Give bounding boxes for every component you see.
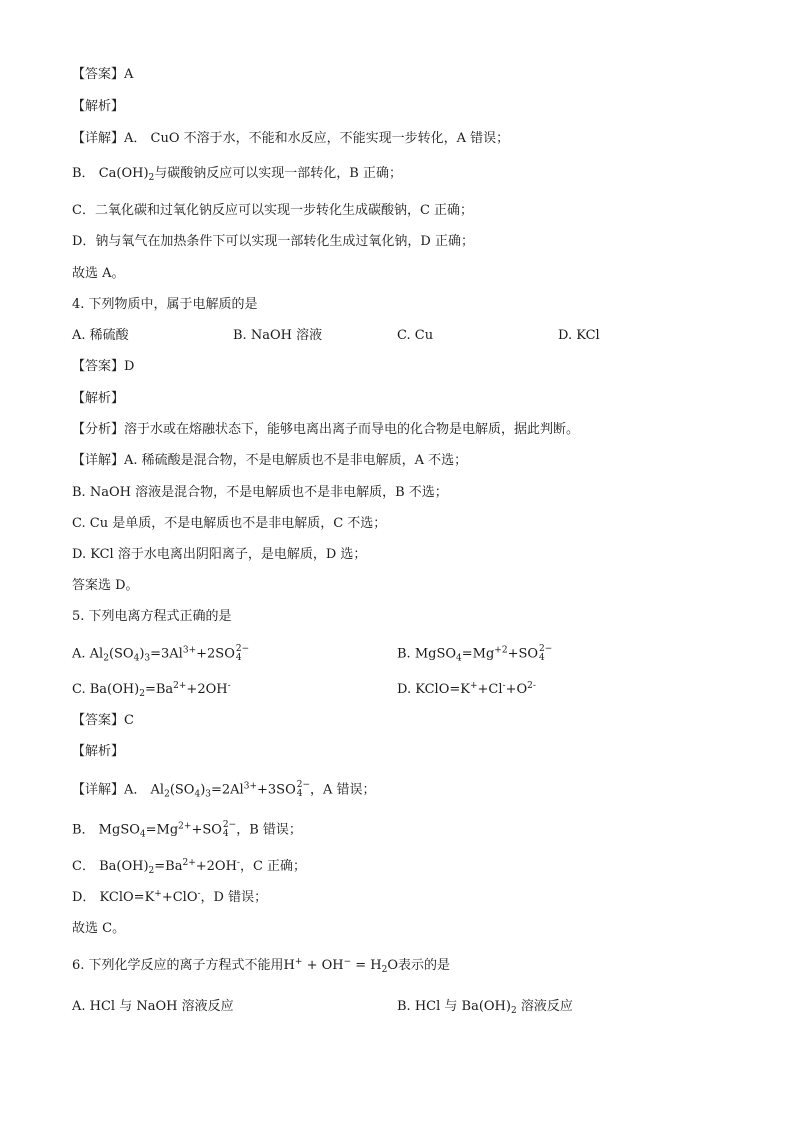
- q5-a-charge: 2−: [235, 644, 250, 654]
- q5-d-p3: 2-: [527, 681, 536, 691]
- q5-d2-t2: =Mg: [145, 822, 179, 838]
- q3-analysis-heading: 【解析】: [72, 99, 125, 114]
- q6-hp: +: [294, 957, 303, 967]
- q5-a-t4: =3Al: [150, 646, 183, 662]
- q5-d2-t1: B． MgSO: [72, 822, 140, 838]
- q4-option-a: A. 稀硫酸: [72, 328, 129, 343]
- q5-d1-charge: 2−: [296, 780, 311, 790]
- q5-option-c: [72, 681, 231, 699]
- q5-detail-a: [72, 781, 376, 800]
- q5-b-p1: +2: [494, 645, 508, 656]
- q5-d1-t2: (SO: [169, 782, 195, 798]
- q5-a-s1: 2: [103, 653, 109, 664]
- q5-d3-p2: -: [236, 858, 240, 868]
- q6-o: O: [387, 958, 399, 973]
- q5-a-s2: 4: [133, 653, 140, 664]
- q5-d4-t1: D． KClO=K: [72, 890, 155, 905]
- q5-d1-ion: [297, 781, 310, 799]
- q4-option-c: C. Cu: [397, 328, 434, 343]
- q5-d1-t6: ，A 错误；: [310, 782, 376, 798]
- q6-eq: = H: [351, 958, 382, 973]
- q6-b-t2: 溶液反应: [516, 999, 573, 1014]
- q5-detail-b: [72, 821, 302, 840]
- q3-conclusion: 故选 A。: [72, 266, 125, 281]
- q5-d2-t4: ，B 错误；: [236, 822, 302, 838]
- q4-detail-a: 【详解】A. 稀硫酸是混合物，不是电解质也不是非电解质，A 不选；: [72, 453, 468, 468]
- q3-answer: 【答案】A: [72, 67, 134, 82]
- q3-detail-b-prefix: B．: [72, 166, 99, 181]
- q5-d3-s1: 2: [148, 866, 155, 876]
- q6-b-sub: 2: [510, 1006, 517, 1016]
- q5-d3-p1: 2+: [182, 858, 196, 868]
- q6-option-b: [397, 998, 573, 1016]
- q5-a-ion: [236, 645, 249, 663]
- q3-detail-b-sub: 2: [148, 173, 155, 183]
- q3-detail-a: 【详解】A． CuO 不溶于水，不能和水反应，不能实现一步转化，A 错误；: [72, 131, 510, 146]
- q4-answer: 【答案】D: [72, 359, 135, 374]
- q5-d1-t1: 【详解】A． Al: [72, 782, 165, 798]
- q5-a-t3: ): [139, 646, 145, 662]
- q5-d4-t2: +ClO: [161, 890, 198, 905]
- q5-b-t2: =Mg: [461, 646, 495, 662]
- q5-a-t5: +2SO: [196, 646, 235, 662]
- q5-d3-t3: +2OH: [195, 859, 237, 874]
- q5-c-t3: +2OH: [186, 682, 228, 697]
- q5-d-t2: +Cl: [477, 682, 503, 697]
- q5-d1-t5: +3SO: [257, 782, 296, 798]
- q4-analysis-heading: 【解析】: [72, 391, 125, 406]
- q5-d2-charge: 2−: [222, 820, 237, 830]
- q6-stem: [72, 957, 450, 975]
- q5-d4-t3: ，D 错误；: [200, 890, 268, 905]
- q5-b-ion: [539, 645, 552, 663]
- q5-d2-s1: 4: [139, 829, 146, 840]
- q5-b-charge: 2−: [539, 644, 553, 654]
- q5-d1-t3: ): [200, 782, 206, 798]
- q5-conclusion: 故选 C。: [72, 921, 126, 936]
- q5-a-ionsub: 4: [235, 653, 242, 663]
- q5-d2-p1: 2+: [178, 821, 192, 832]
- q3-detail-d: D．钠与氧气在加热条件下可以实现一部转化生成过氧化钠，D 正确；: [72, 234, 474, 249]
- q5-detail-c: [72, 858, 306, 876]
- q5-d-t1: D. KClO=K: [397, 682, 470, 697]
- q4-detail-d: D. KCl 溶于水电离出阴阳离子，是电解质，D 选；: [72, 547, 367, 562]
- q5-d2-ion: [223, 821, 236, 839]
- q3-detail-b-formula: Ca(OH): [98, 166, 149, 181]
- q6-ohp: −: [343, 957, 352, 967]
- q5-d1-ionsub: 4: [296, 789, 303, 799]
- q5-d-p2: -: [502, 681, 506, 691]
- q5-b-ionsub: 4: [539, 653, 545, 663]
- q4-option-b: B. NaOH 溶液: [233, 328, 323, 343]
- q5-option-b: [397, 645, 552, 664]
- q5-a-s3: 3: [144, 653, 151, 664]
- q5-analysis-heading: 【解析】: [72, 744, 125, 759]
- q5-d-t3: +O: [505, 682, 528, 697]
- q3-detail-b: [72, 165, 402, 183]
- q4-fenxi: 【分析】溶于水或在熔融状态下，能够电离出离子而导电的化合物是电解质，据此判断。: [72, 422, 580, 437]
- q6-option-a: A. HCl 与 NaOH 溶液反应: [72, 999, 234, 1014]
- q5-c-t2: =Ba: [144, 682, 174, 697]
- q6-stem-pre: 6. 下列化学反应的离子方程式不能用: [72, 958, 284, 973]
- q4-detail-b: B. NaOH 溶液是混合物，不是电解质也不是非电解质，B 不选；: [72, 485, 448, 500]
- q5-a-p1: 3+: [182, 645, 197, 656]
- q6-oh: + OH: [302, 958, 344, 973]
- q5-a-t2: (SO: [108, 646, 134, 662]
- q5-b-t1: B. MgSO: [397, 646, 457, 662]
- q5-d1-s2: 4: [194, 789, 201, 800]
- q5-b-t3: +SO: [507, 646, 539, 662]
- q5-c-p2: -: [227, 681, 231, 691]
- q3-detail-c: C．二氧化碳和过氧化钠反应可以实现一步转化生成碳酸钠，C 正确；: [72, 203, 474, 218]
- q5-answer: 【答案】C: [72, 713, 134, 728]
- q5-d1-s3: 3: [205, 789, 211, 800]
- q6-h2: 2: [381, 965, 388, 975]
- q4-conclusion: 答案选 D。: [72, 578, 139, 593]
- q5-b-s1: 4: [456, 653, 462, 664]
- q3-detail-b-text: 与碳酸钠反应可以实现一部转化，B 正确；: [154, 166, 402, 181]
- q5-a-t1: A. Al: [72, 646, 104, 662]
- q5-d3-t1: C． Ba(OH): [72, 859, 149, 874]
- q5-d3-t4: ，C 正确；: [239, 859, 307, 874]
- q4-stem: 4. 下列物质中，属于电解质的是: [72, 297, 258, 312]
- q6-h: H: [283, 958, 295, 973]
- q4-option-d: D. KCl: [558, 328, 600, 343]
- q5-stem: 5. 下列电离方程式正确的是: [72, 609, 232, 624]
- q5-c-p1: 2+: [173, 681, 187, 691]
- q5-c-s1: 2: [139, 689, 145, 699]
- q5-c-t1: C. Ba(OH): [72, 682, 140, 697]
- q5-d2-t3: +SO: [191, 822, 222, 838]
- q5-d-p1: +: [469, 681, 478, 691]
- q5-d4-p2: -: [197, 889, 201, 899]
- q6-b-t1: B. HCl 与 Ba(OH): [397, 999, 511, 1014]
- q5-d1-t4: =2Al: [211, 782, 244, 798]
- q5-option-a: [72, 645, 249, 664]
- q5-d2-ionsub: 4: [222, 829, 229, 839]
- q5-d1-s1: 2: [164, 789, 170, 800]
- q5-d4-p1: +: [154, 889, 162, 899]
- q6-stem-post: 表示的是: [398, 958, 451, 973]
- q5-d1-p1: 3+: [243, 781, 257, 792]
- q5-option-d: [397, 681, 536, 699]
- q5-d3-t2: =Ba: [154, 859, 183, 874]
- q5-detail-d: [72, 889, 267, 907]
- q4-detail-c: C. Cu 是单质，不是电解质也不是非电解质，C 不选；: [72, 516, 387, 531]
